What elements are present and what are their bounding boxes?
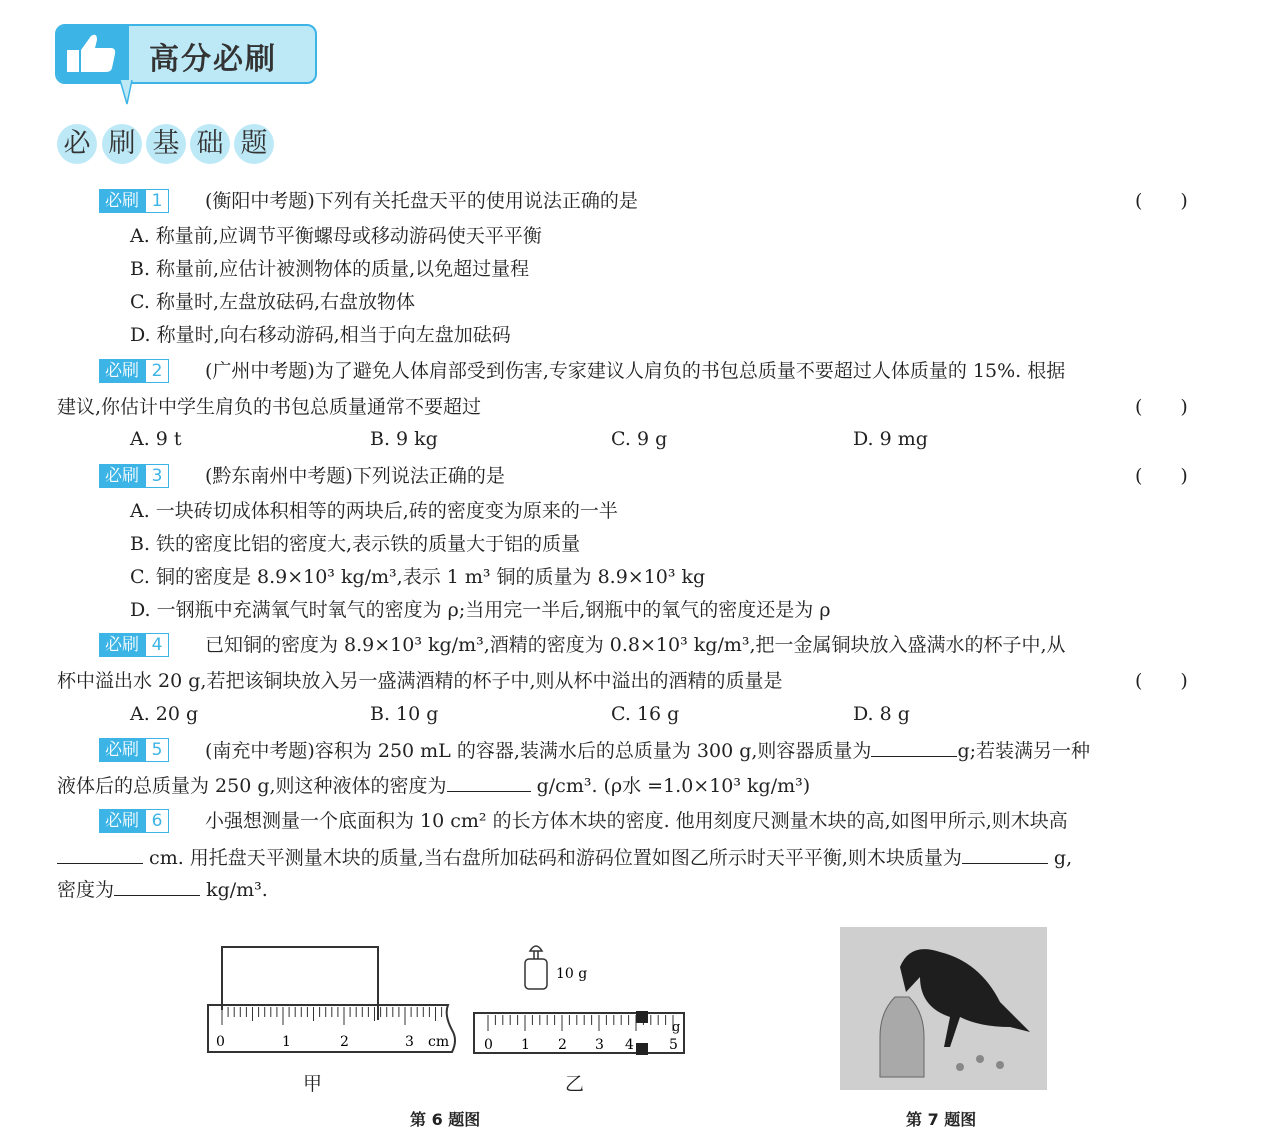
section-header <box>55 24 317 84</box>
badge-label: 必刷 <box>99 809 145 833</box>
scale-label: 5 <box>669 1037 678 1053</box>
question-badge <box>99 464 169 488</box>
badge-label: 必刷 <box>99 359 145 383</box>
option: B. 9 kg <box>370 428 438 450</box>
section-char: 础 <box>190 124 230 164</box>
option: A. 称量前,应调节平衡螺母或移动游码使天平平衡 <box>130 225 542 247</box>
section-char: 基 <box>146 124 186 164</box>
ruler-label: 3 <box>405 1034 414 1050</box>
question-badge <box>99 809 169 833</box>
section-char: 刷 <box>102 124 142 164</box>
option: A. 一块砖切成体积相等的两块后,砖的密度变为原来的一半 <box>130 500 618 522</box>
badge-label: 必刷 <box>99 633 145 657</box>
question-text <box>57 877 268 902</box>
option: A. 20 g <box>130 703 199 725</box>
weight-label: 10 g <box>556 966 588 982</box>
scale-label: 4 <box>625 1037 634 1053</box>
option: B. 称量前,应估计被测物体的质量,以免超过量程 <box>130 258 530 280</box>
question-text: (广州中考题)为了避免人体肩部受到伤害,专家建议人肩负的书包总质量不要超过人体质量的 15%. 根据 <box>205 360 1066 382</box>
answer-paren: ( ) <box>1135 190 1188 212</box>
beam-scale <box>474 1013 684 1053</box>
answer-paren: ( ) <box>1135 465 1188 487</box>
badge-label: 必刷 <box>99 738 145 762</box>
header-title: 高分必刷 <box>149 42 277 77</box>
ruler-label: 1 <box>282 1034 291 1050</box>
option: C. 铜的密度是 8.9×10³ kg/m³,表示 1 m³ 铜的质量为 8.9×10³ kg <box>130 566 706 588</box>
answer-blank[interactable] <box>57 845 143 864</box>
scale-label: 0 <box>484 1037 493 1053</box>
wood-block <box>222 947 378 1020</box>
weight-icon <box>525 946 547 989</box>
answer-blank[interactable] <box>447 773 531 792</box>
scale-labels <box>484 1037 678 1053</box>
option: D. 一钢瓶中充满氧气时氧气的密度为 ρ;当用完一半后,钢瓶中的氧气的密度还是为 ρ <box>130 599 831 621</box>
text-segment: 密度为 <box>57 879 115 901</box>
rider[interactable] <box>636 1043 648 1055</box>
question-number: 1 <box>145 189 169 213</box>
text-segment: g/cm³. (ρ水 =1.0×10³ kg/m³) <box>536 775 811 797</box>
question-number: 2 <box>145 359 169 383</box>
option: B. 铁的密度比铝的密度大,表示铁的质量大于铝的质量 <box>130 533 581 555</box>
option: C. 称量时,左盘放砝码,右盘放物体 <box>130 291 416 313</box>
question-number: 6 <box>145 809 169 833</box>
figure-caption: 第 7 题图 <box>906 1110 977 1129</box>
figure-sublabel: 甲 <box>303 1073 323 1095</box>
scale-label: 2 <box>558 1037 567 1053</box>
crow-bottle-image <box>840 927 1047 1090</box>
scale-label: 3 <box>595 1037 604 1053</box>
answer-blank[interactable] <box>114 877 200 896</box>
question-badge <box>99 738 169 762</box>
option: D. 称量时,向右移动游码,相当于向左盘加砝码 <box>130 324 511 346</box>
header-pointer <box>118 80 138 106</box>
option: A. 9 t <box>130 428 182 450</box>
option: D. 9 mg <box>853 428 928 450</box>
option: D. 8 g <box>853 703 910 725</box>
ruler-unit: cm <box>428 1034 450 1050</box>
question-text <box>57 773 810 798</box>
question-text: 杯中溢出水 20 g,若把该铜块放入另一盛满酒精的杯子中,则从杯中溢出的酒精的质量是 <box>57 670 783 692</box>
question-text <box>205 738 1090 763</box>
ruler-ticks <box>222 1007 442 1025</box>
rider[interactable] <box>636 1011 648 1023</box>
thumbs-up-icon <box>57 26 129 82</box>
question-badge <box>99 189 169 213</box>
answer-paren: ( ) <box>1135 396 1188 418</box>
text-segment: g;若装满另一种 <box>957 740 1091 762</box>
figure-sublabel: 乙 <box>565 1073 585 1095</box>
scale-label: 1 <box>521 1037 530 1053</box>
question-text: (黔东南州中考题)下列说法正确的是 <box>205 465 505 487</box>
ruler-label: 2 <box>340 1034 349 1050</box>
section-char: 题 <box>234 124 274 164</box>
text-segment: 液体后的总质量为 250 g,则这种液体的密度为 <box>57 775 447 797</box>
option: B. 10 g <box>370 703 439 725</box>
question-number: 5 <box>145 738 169 762</box>
text-segment: g, <box>1053 847 1073 869</box>
option: C. 9 g <box>611 428 668 450</box>
answer-blank[interactable] <box>962 845 1048 864</box>
question-number: 3 <box>145 464 169 488</box>
question-number: 4 <box>145 633 169 657</box>
figure-6 <box>200 935 700 1065</box>
figure-caption: 第 6 题图 <box>410 1110 481 1129</box>
question-text: 小强想测量一个底面积为 10 cm² 的长方体木块的密度. 他用刻度尺测量木块的高,如图甲所示,则木块高 <box>205 810 1068 832</box>
question-badge <box>99 359 169 383</box>
question-text: (衡阳中考题)下列有关托盘天平的使用说法正确的是 <box>205 190 638 212</box>
option: C. 16 g <box>611 703 680 725</box>
section-char: 必 <box>57 124 97 164</box>
question-text: 已知铜的密度为 8.9×10³ kg/m³,酒精的密度为 0.8×10³ kg/m³,把一金属铜块放入盛满水的杯子中,从 <box>205 634 1066 656</box>
text-segment: cm. 用托盘天平测量木块的质量,当右盘所加砝码和游码位置如图乙所示时天平平衡,则木块质量为 <box>149 847 962 869</box>
question-text: 建议,你估计中学生肩负的书包总质量通常不要超过 <box>57 396 482 418</box>
ruler-label: 0 <box>216 1034 225 1050</box>
text-segment: kg/m³. <box>206 879 268 901</box>
answer-paren: ( ) <box>1135 670 1188 692</box>
question-badge <box>99 633 169 657</box>
answer-blank[interactable] <box>871 738 957 757</box>
question-text <box>57 845 1072 870</box>
badge-label: 必刷 <box>99 464 145 488</box>
badge-label: 必刷 <box>99 189 145 213</box>
scale-unit: g <box>672 1020 681 1035</box>
text-segment: (南充中考题)容积为 250 mL 的容器,装满水后的总质量为 300 g,则容器质量为 <box>205 740 872 762</box>
